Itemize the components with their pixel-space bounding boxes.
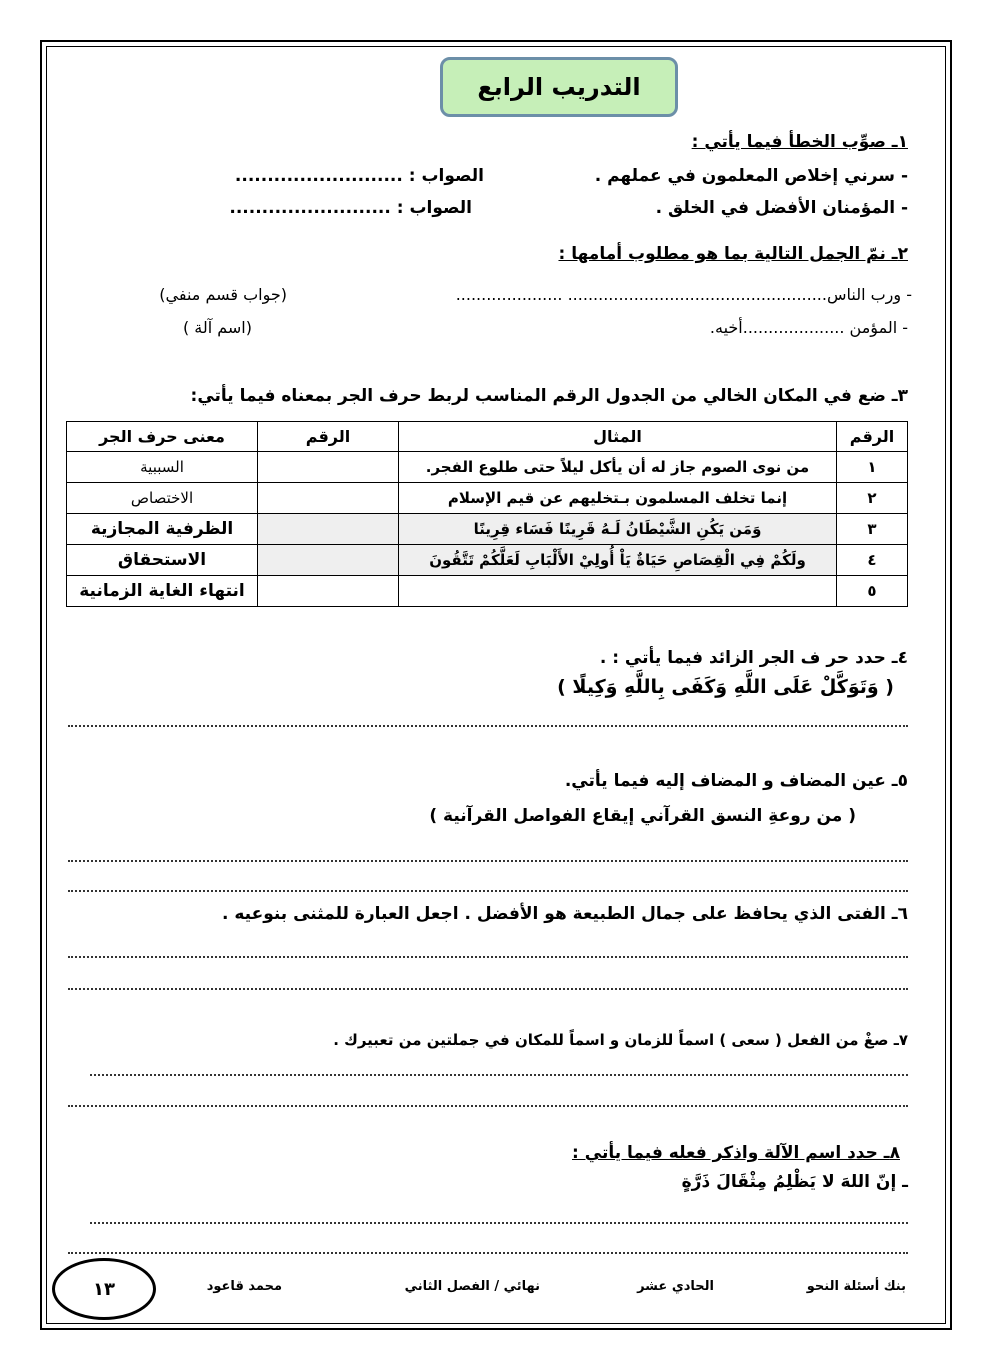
q4-heading: ٤ـ حدد حر ف الجر الزائد فيما يأتي : .: [599, 648, 908, 668]
row-meaning: الاختصاص: [67, 483, 258, 514]
q2-line-1: - ورب الناس................................................... .....................: [455, 285, 912, 304]
answer-line[interactable]: [68, 956, 908, 958]
q1-heading: ١ـ صوِّب الخطأ فيما يأتي :: [691, 132, 908, 152]
col-header-meaning: معنى حرف الجر: [67, 422, 258, 452]
table-row: [67, 545, 908, 576]
answer-cell[interactable]: [258, 452, 399, 483]
row-meaning: انتهاء الغاية الزمانية: [67, 576, 258, 607]
q1-sentence-1: - سرني إخلاص المعلمون في عملهم .: [594, 166, 908, 186]
preposition-table: [66, 421, 908, 607]
row-example: ولَكُمْ فِي الْقِصَاصِ حَيَاةٌ يَاْ أُولِيْ الأَلْبَابِ لَعَلَّكُمْ تَتَّقُونَ: [399, 545, 837, 576]
row-example: من نوى الصوم جاز له أن يأكل ليلاً حتى طلوع الفجر.: [399, 452, 837, 483]
answer-cell[interactable]: [258, 483, 399, 514]
q6-heading: ٦ـ الفتى الذي يحافظ على جمال الطبيعة هو الأفضل . اجعل العبارة للمثنى بنوعيه .: [221, 904, 908, 924]
col-header-number: الرقم: [837, 422, 908, 452]
q8-verse: ـ إنّ اللهَ لا يَظْلِمُ مِثْقَالَ ذَرَّةٍ: [681, 1172, 908, 1192]
row-meaning: الاستحقاق: [67, 545, 258, 576]
answer-cell[interactable]: [258, 576, 399, 607]
table-row: [67, 514, 908, 545]
page-number: ١٣: [52, 1258, 156, 1320]
row-example: وَمَن يَكُنِ الشَّيْطَانُ لَـهُ قَرِينًا فَسَاء قِرِينًا: [399, 514, 837, 545]
answer-line[interactable]: [68, 890, 908, 892]
q1-answer-2: الصواب : .........................: [229, 198, 472, 218]
answer-line[interactable]: [68, 988, 908, 990]
row-number: ٣: [837, 514, 908, 545]
footer-author: محمد قاعود: [206, 1279, 282, 1294]
answer-line[interactable]: [90, 1074, 908, 1076]
row-number: ٤: [837, 545, 908, 576]
footer-grade: الحادي عشر: [637, 1279, 714, 1294]
row-meaning: السببية: [67, 452, 258, 483]
q5-sentence: ( من روعةِ النسق القرآني إيقاع الفواصل القرآنية ): [429, 806, 856, 826]
footer-term: نهائي / الفصل الثاني: [404, 1279, 540, 1294]
q1-sentence-2: - المؤمنان الأفضل في الخلق .: [655, 198, 908, 218]
q7-heading: ٧ـ صغْ من الفعل ( سعى ) اسماً للزمان و اسماً للمكان في جملتين من تعبيرك .: [333, 1031, 908, 1049]
answer-line[interactable]: [68, 1105, 908, 1107]
table-header-row: [67, 422, 908, 452]
row-meaning: الظرفية المجازية: [67, 514, 258, 545]
q4-verse: ( وَتَوَكَّلْ عَلَى اللَّهِ وَكَفَى بِاللَّهِ وَكِيلًا ): [557, 676, 894, 698]
row-example: إنما تخلف المسلمون بـتخليهم عن قيم الإسلام: [399, 483, 837, 514]
q1-answer-1: الصواب : ..........................: [234, 166, 484, 186]
q2-note-2: (اسم آلة ): [182, 318, 252, 337]
footer-bank: بنك أسئلة النحو: [806, 1279, 906, 1294]
answer-line[interactable]: [90, 1222, 908, 1224]
row-example: [399, 576, 837, 607]
table-row: [67, 452, 908, 483]
q3-heading: ٣ـ ضع في المكان الخالي من الجدول الرقم المناسب لربط حرف الجر بمعناه فيما يأتي:: [190, 386, 908, 406]
col-header-example: المثال: [399, 422, 837, 452]
table-row: [67, 483, 908, 514]
answer-line[interactable]: [68, 725, 908, 727]
q2-line-2: - المؤمن ....................أخيه.: [709, 318, 908, 337]
answer-line[interactable]: [68, 860, 908, 862]
row-number: ٢: [837, 483, 908, 514]
row-number: ٥: [837, 576, 908, 607]
table-row: [67, 576, 908, 607]
q8-heading: ٨ـ حدد اسم الآلة واذكر فعله فيما يأتي :: [572, 1143, 900, 1163]
row-number: ١: [837, 452, 908, 483]
page-title: التدريب الرابع: [440, 57, 678, 117]
q2-heading: ٢ـ نمّ الجمل التالية بما هو مطلوب أمامها :: [558, 244, 908, 264]
answer-line[interactable]: [68, 1252, 908, 1254]
answer-cell[interactable]: [258, 545, 399, 576]
q2-note-1: (جواب قسم منفي): [159, 285, 287, 304]
col-header-answer-number: الرقم: [258, 422, 399, 452]
q5-heading: ٥ـ عين المضاف و المضاف إليه فيما يأتي.: [564, 771, 908, 791]
answer-cell[interactable]: [258, 514, 399, 545]
